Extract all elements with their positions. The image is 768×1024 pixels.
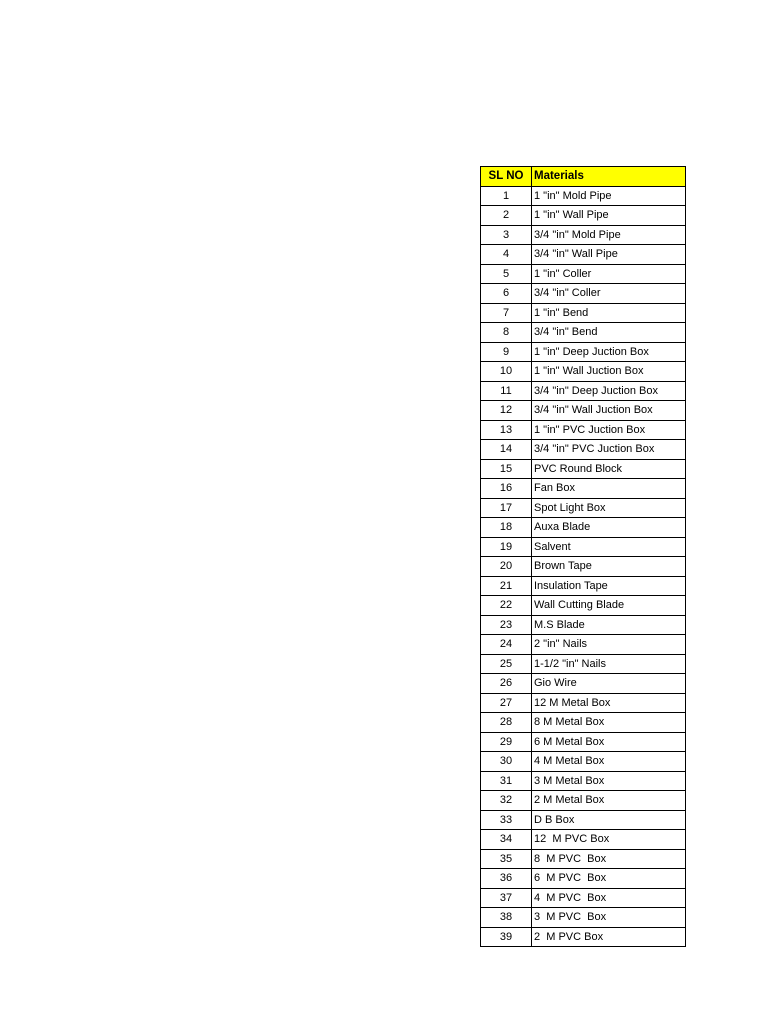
sl-no-cell: 24 [481, 635, 532, 655]
material-cell: 6 M PVC Box [532, 869, 686, 889]
table-row [481, 791, 686, 811]
table-row [481, 576, 686, 596]
table-row [481, 401, 686, 421]
table-row [481, 498, 686, 518]
sl-no-cell: 36 [481, 869, 532, 889]
table-row [481, 323, 686, 343]
table-row [481, 303, 686, 323]
table-body [481, 186, 686, 947]
sl-no-cell: 38 [481, 908, 532, 928]
table-row [481, 206, 686, 226]
sl-no-cell: 32 [481, 791, 532, 811]
sl-no-cell: 26 [481, 674, 532, 694]
table-row [481, 927, 686, 947]
sl-no-cell: 23 [481, 615, 532, 635]
table-row [481, 518, 686, 538]
material-cell: Wall Cutting Blade [532, 596, 686, 616]
material-cell: 8 M Metal Box [532, 713, 686, 733]
material-cell: 2 "in" Nails [532, 635, 686, 655]
sl-no-cell: 39 [481, 927, 532, 947]
material-cell: Gio Wire [532, 674, 686, 694]
table-row [481, 849, 686, 869]
table-row [481, 869, 686, 889]
material-cell: 12 M Metal Box [532, 693, 686, 713]
sl-no-cell: 12 [481, 401, 532, 421]
sl-no-cell: 4 [481, 245, 532, 265]
material-cell: 1 "in" Wall Juction Box [532, 362, 686, 382]
table-row [481, 732, 686, 752]
table-row [481, 557, 686, 577]
material-cell: 8 M PVC Box [532, 849, 686, 869]
sl-no-cell: 20 [481, 557, 532, 577]
material-cell: Auxa Blade [532, 518, 686, 538]
sl-no-cell: 31 [481, 771, 532, 791]
material-cell: 1 "in" Wall Pipe [532, 206, 686, 226]
sl-no-cell: 8 [481, 323, 532, 343]
table-row [481, 284, 686, 304]
material-cell: 3/4 "in" PVC Juction Box [532, 440, 686, 460]
material-cell: 2 M PVC Box [532, 927, 686, 947]
sl-no-cell: 13 [481, 420, 532, 440]
sl-no-cell: 21 [481, 576, 532, 596]
table-row [481, 225, 686, 245]
material-cell: 4 M PVC Box [532, 888, 686, 908]
sl-no-cell: 37 [481, 888, 532, 908]
table-row [481, 479, 686, 499]
material-cell: Salvent [532, 537, 686, 557]
sl-no-cell: 5 [481, 264, 532, 284]
sl-no-cell: 30 [481, 752, 532, 772]
material-cell: 1 "in" PVC Juction Box [532, 420, 686, 440]
sl-no-cell: 15 [481, 459, 532, 479]
sl-no-cell: 17 [481, 498, 532, 518]
header-sl-no: SL NO [481, 167, 532, 187]
table-row [481, 459, 686, 479]
sl-no-cell: 28 [481, 713, 532, 733]
sl-no-cell: 9 [481, 342, 532, 362]
table-row [481, 420, 686, 440]
material-cell: D B Box [532, 810, 686, 830]
sl-no-cell: 29 [481, 732, 532, 752]
table-row [481, 771, 686, 791]
material-cell: 4 M Metal Box [532, 752, 686, 772]
header-materials: Materials [532, 167, 686, 187]
material-cell: 1 "in" Bend [532, 303, 686, 323]
material-cell: 2 M Metal Box [532, 791, 686, 811]
table-row [481, 264, 686, 284]
material-cell: M.S Blade [532, 615, 686, 635]
table-row [481, 245, 686, 265]
material-cell: Brown Tape [532, 557, 686, 577]
sl-no-cell: 1 [481, 186, 532, 206]
materials-table [480, 166, 686, 947]
material-cell: Spot Light Box [532, 498, 686, 518]
material-cell: 3/4 "in" Bend [532, 323, 686, 343]
table-row [481, 908, 686, 928]
material-cell: Insulation Tape [532, 576, 686, 596]
material-cell: 3/4 "in" Wall Pipe [532, 245, 686, 265]
table-row [481, 615, 686, 635]
sl-no-cell: 14 [481, 440, 532, 460]
sl-no-cell: 18 [481, 518, 532, 538]
table-row [481, 752, 686, 772]
table-row [481, 537, 686, 557]
sl-no-cell: 2 [481, 206, 532, 226]
table-row [481, 693, 686, 713]
material-cell: 1 "in" Coller [532, 264, 686, 284]
table-row [481, 888, 686, 908]
table-row [481, 830, 686, 850]
sl-no-cell: 19 [481, 537, 532, 557]
sl-no-cell: 11 [481, 381, 532, 401]
table-row [481, 342, 686, 362]
material-cell: 3 M Metal Box [532, 771, 686, 791]
sl-no-cell: 22 [481, 596, 532, 616]
sl-no-cell: 25 [481, 654, 532, 674]
sl-no-cell: 27 [481, 693, 532, 713]
material-cell: 1-1/2 "in" Nails [532, 654, 686, 674]
material-cell: 3/4 "in" Coller [532, 284, 686, 304]
table-row [481, 713, 686, 733]
material-cell: 6 M Metal Box [532, 732, 686, 752]
material-cell: 3/4 "in" Wall Juction Box [532, 401, 686, 421]
table-row [481, 674, 686, 694]
table-row [481, 654, 686, 674]
table-row [481, 596, 686, 616]
material-cell: 3/4 "in" Deep Juction Box [532, 381, 686, 401]
header-row [481, 167, 686, 187]
sl-no-cell: 3 [481, 225, 532, 245]
table-row [481, 635, 686, 655]
material-cell: 12 M PVC Box [532, 830, 686, 850]
sl-no-cell: 7 [481, 303, 532, 323]
sl-no-cell: 6 [481, 284, 532, 304]
material-cell: PVC Round Block [532, 459, 686, 479]
material-cell: Fan Box [532, 479, 686, 499]
sl-no-cell: 10 [481, 362, 532, 382]
material-cell: 1 "in" Mold Pipe [532, 186, 686, 206]
sl-no-cell: 33 [481, 810, 532, 830]
material-cell: 3/4 "in" Mold Pipe [532, 225, 686, 245]
table-row [481, 362, 686, 382]
table-row [481, 810, 686, 830]
sl-no-cell: 16 [481, 479, 532, 499]
table-row [481, 440, 686, 460]
material-cell: 3 M PVC Box [532, 908, 686, 928]
sl-no-cell: 34 [481, 830, 532, 850]
table-row [481, 381, 686, 401]
table-row [481, 186, 686, 206]
sl-no-cell: 35 [481, 849, 532, 869]
material-cell: 1 "in" Deep Juction Box [532, 342, 686, 362]
